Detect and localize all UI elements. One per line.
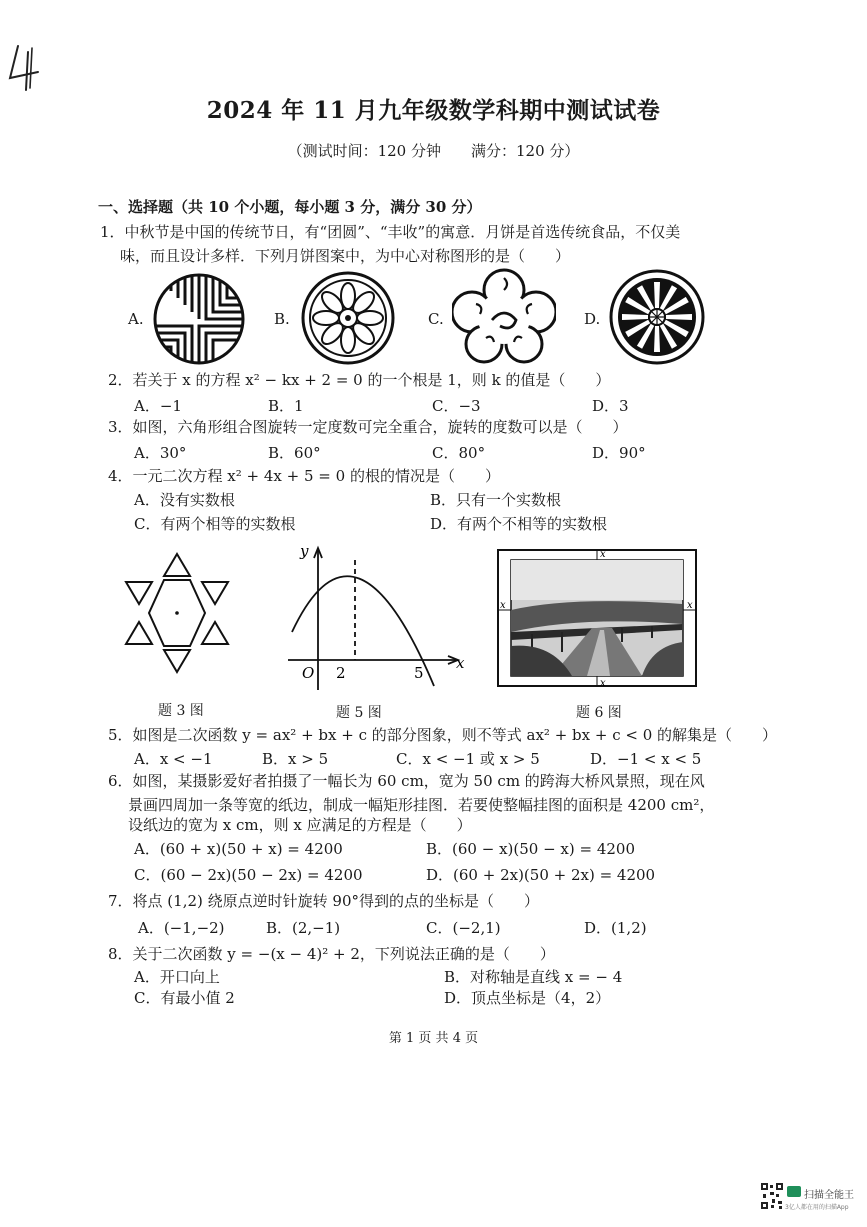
q2-stem: 2．若关于 x 的方程 x² − kx + 2 = 0 的一个根是 1，则 k 的值是（ ） bbox=[108, 371, 611, 389]
q7-option-d: D．(1,2) bbox=[584, 919, 647, 937]
q8-option-d: D．顶点坐标是（4，2） bbox=[444, 989, 611, 1007]
q2-option-c: C．−3 bbox=[432, 397, 481, 415]
fig5-caption: 题 5 图 bbox=[336, 705, 382, 721]
q3-option-b: B．60° bbox=[268, 444, 321, 462]
q4-option-c: C．有两个相等的实数根 bbox=[134, 515, 296, 533]
q1-option-a-label: A. bbox=[128, 310, 144, 328]
q6-stem-line2: 景画四周加一条等宽的纸边，制成一幅矩形挂图．若要使整幅挂图的面积是 4200 cm²， bbox=[128, 796, 715, 814]
fig6-label-right: x bbox=[687, 600, 693, 611]
section-heading: 一、选择题（共 10 个小题，每小题 3 分，满分 30 分） bbox=[98, 198, 482, 216]
q7-stem: 7．将点 (1,2) 绕原点逆时针旋转 90°得到的点的坐标是（ ） bbox=[108, 892, 539, 910]
q4-stem: 4．一元二次方程 x² + 4x + 5 = 0 的根的情况是（ ） bbox=[108, 467, 500, 485]
mooncake-c-icon bbox=[452, 268, 556, 364]
fig5-tick-5: 5 bbox=[414, 664, 424, 682]
q8-option-c: C．有最小值 2 bbox=[134, 989, 235, 1007]
q6-option-c: C．(60 − 2x)(50 − 2x) = 4200 bbox=[134, 866, 363, 884]
q7-option-c: C．(−2,1) bbox=[426, 919, 501, 937]
fig3-caption: 题 3 图 bbox=[158, 703, 204, 719]
q2-option-b: B．1 bbox=[268, 397, 304, 415]
q8-option-b: B．对称轴是直线 x = − 4 bbox=[444, 968, 623, 986]
fig6-label-top: x bbox=[600, 549, 606, 560]
bridge-photo-figure bbox=[492, 546, 702, 690]
q5-option-b: B．x > 5 bbox=[262, 750, 329, 768]
q1-option-d-label: D. bbox=[584, 310, 601, 328]
scanner-tagline: 3亿人都在用的扫描App bbox=[785, 1204, 849, 1211]
mooncake-a-icon bbox=[152, 272, 246, 366]
q7-option-b: B．(2,−1) bbox=[266, 919, 341, 937]
page-title: 2024 年 11 月九年级数学科期中测试试卷 bbox=[206, 97, 661, 124]
fig5-tick-2: 2 bbox=[336, 664, 346, 682]
scanner-brand: 扫描全能王 bbox=[804, 1190, 854, 1201]
q5-option-d: D．−1 < x < 5 bbox=[590, 750, 702, 768]
handwritten-mark bbox=[6, 42, 46, 92]
fig6-label-left: x bbox=[500, 600, 506, 611]
q5-option-c: C．x < −1 或 x > 5 bbox=[396, 750, 540, 768]
q6-option-d: D．(60 + 2x)(50 + 2x) = 4200 bbox=[426, 866, 656, 884]
q1-option-c-label: C. bbox=[428, 310, 444, 328]
q4-option-b: B．只有一个实数根 bbox=[430, 491, 562, 509]
hexagram-figure bbox=[118, 550, 236, 676]
q2-option-d: D．3 bbox=[592, 397, 629, 415]
q6-stem-line3: 设纸边的宽为 x cm，则 x 应满足的方程是（ ） bbox=[128, 816, 472, 834]
mooncake-b-icon bbox=[300, 270, 396, 366]
fig6-label-bottom: x bbox=[600, 678, 606, 689]
q8-stem: 8．关于二次函数 y = −(x − 4)² + 2，下列说法正确的是（ ） bbox=[108, 945, 555, 963]
q5-stem: 5．如图是二次函数 y = ax² + bx + c 的部分图象，则不等式 ax² + bx + c < 0 的解集是（ ） bbox=[108, 726, 778, 744]
q3-stem: 3．如图，六角形组合图旋转一定度数可完全重合，旋转的度数可以是（ ） bbox=[108, 418, 628, 436]
q6-stem-line1: 6．如图，某摄影爱好者拍摄了一幅长为 60 cm，宽为 50 cm 的跨海大桥风景照，现在风 bbox=[108, 772, 705, 790]
q3-option-c: C．80° bbox=[432, 444, 486, 462]
fig5-x-label: x bbox=[456, 654, 465, 672]
q6-option-a: A．(60 + x)(50 + x) = 4200 bbox=[134, 840, 343, 858]
q8-option-a: A．开口向上 bbox=[134, 968, 220, 986]
fig5-origin-label: O bbox=[302, 664, 315, 682]
q4-option-d: D．有两个不相等的实数根 bbox=[430, 515, 608, 533]
q4-option-a: A．没有实数根 bbox=[134, 491, 235, 509]
fig5-y-label: y bbox=[300, 542, 309, 560]
q7-option-a: A．(−1,−2) bbox=[138, 919, 225, 937]
parabola-figure bbox=[280, 540, 470, 692]
q1-stem-line1: 1．中秋节是中国的传统节日，有“团圆”、“丰收”的寓意．月饼是首选传统食品，不仅美 bbox=[100, 223, 681, 241]
mooncake-d-icon bbox=[608, 268, 706, 366]
camscanner-logo-icon bbox=[787, 1186, 801, 1197]
q3-option-a: A．30° bbox=[134, 444, 187, 462]
fig6-caption: 题 6 图 bbox=[576, 705, 622, 721]
q1-stem-line2: 味，而且设计多样．下列月饼图案中，为中心对称图形的是（ ） bbox=[120, 247, 571, 265]
q3-option-d: D．90° bbox=[592, 444, 646, 462]
q2-option-a: A．−1 bbox=[134, 397, 182, 415]
q1-option-b-label: B. bbox=[274, 310, 290, 328]
page-subtitle: （测试时间：120 分钟 满分：120 分） bbox=[287, 142, 580, 160]
qr-code-icon bbox=[760, 1182, 784, 1210]
q6-option-b: B．(60 − x)(50 − x) = 4200 bbox=[426, 840, 636, 858]
page-number: 第 1 页 共 4 页 bbox=[388, 1031, 479, 1046]
q5-option-a: A．x < −1 bbox=[134, 750, 213, 768]
